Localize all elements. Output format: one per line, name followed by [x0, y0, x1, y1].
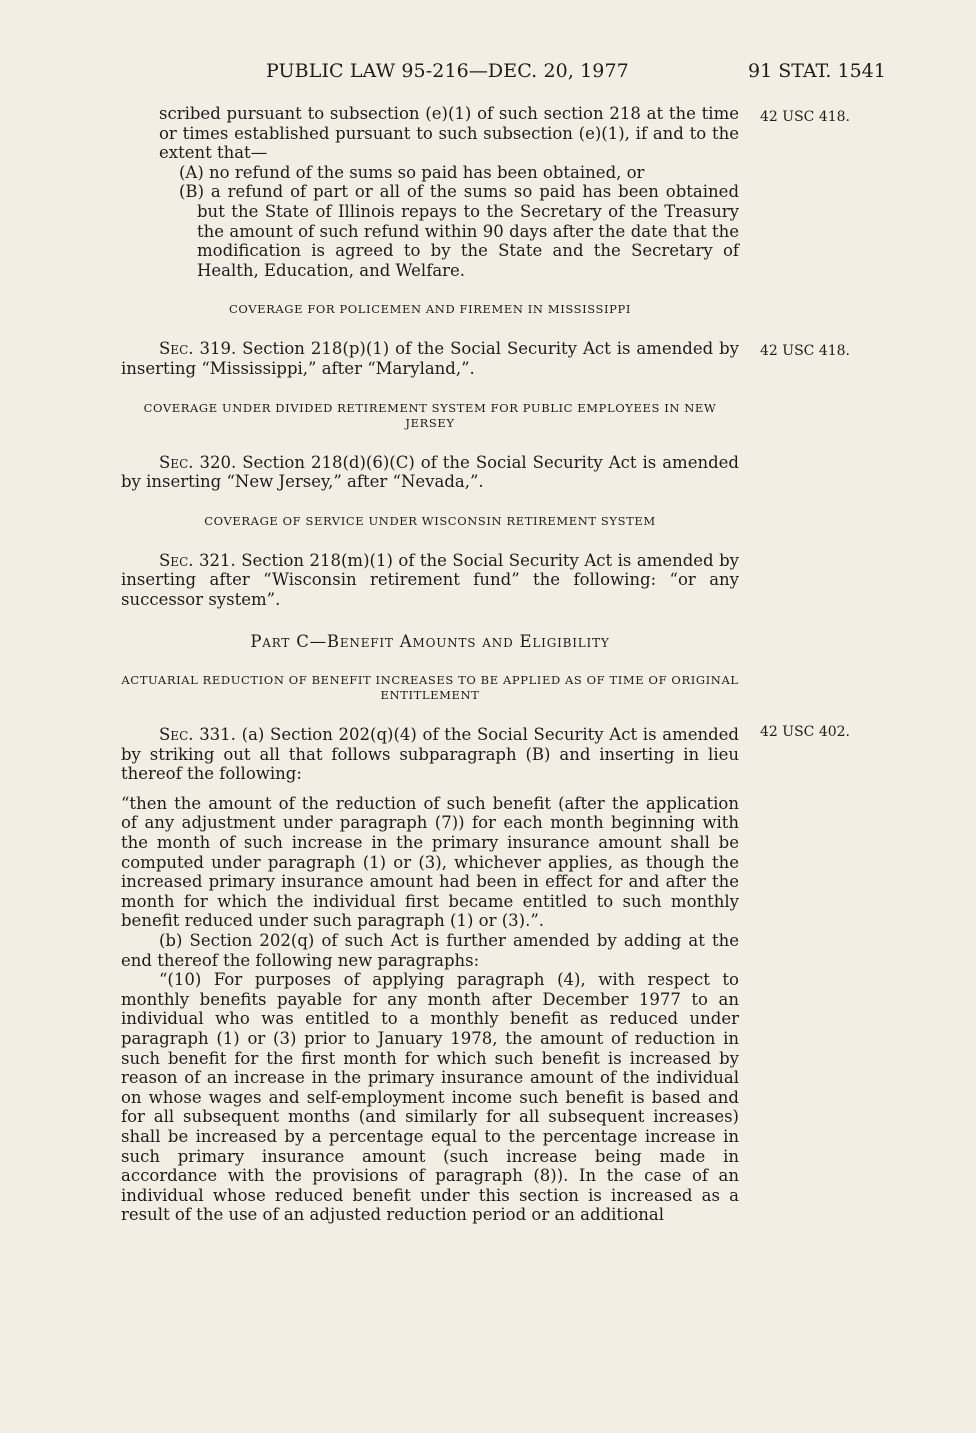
margin-citation: 42 USC 418.: [760, 343, 850, 359]
statute-page-number: 91 STAT. 1541: [748, 60, 886, 82]
subparagraph-a: (A) no refund of the sums so paid has been obtained, or: [179, 162, 645, 182]
section-text: Section 218(p)(1) of the Social Security Act is amended by inserting “Mississippi,” after “Maryland,”.: [121, 339, 739, 378]
section-heading: COVERAGE UNDER DIVIDED RETIREMENT SYSTEM FOR PUBLIC EMPLOYEES IN NEW JERSEY: [143, 400, 717, 430]
section-heading: COVERAGE OF SERVICE UNDER WISCONSIN RETIREMENT SYSTEM: [204, 513, 656, 528]
running-header-title: PUBLIC LAW 95-216—DEC. 20, 1977: [266, 60, 629, 82]
margin-citation: 42 USC 402.: [760, 724, 850, 740]
section-319: [121, 339, 739, 378]
continued-paragraph: scribed pursuant to subsection (e)(1) of such section 218 at the time or times established pursuant to such subsection (e)(1), if and to the extent that—: [159, 104, 739, 163]
body-text: [121, 104, 739, 1225]
section-text: Section 218(d)(6)(C) of the Social Security Act is amended by inserting “New Jersey,” after “Nevada,”.: [121, 452, 739, 492]
section-321: [121, 551, 739, 610]
section-label: Sec. 320.: [159, 452, 237, 472]
part-title: Part C—Benefit Amounts and Eligibility: [250, 631, 610, 651]
section-label: Sec. 321.: [159, 550, 236, 570]
section-320: [121, 453, 739, 492]
section-heading: ACTUARIAL REDUCTION OF BENEFIT INCREASES TO BE APPLIED AS OF TIME OF ORIGINAL ENTITLEMENT: [121, 673, 739, 703]
section-331-b: (b) Section 202(q) of such Act is further amended by adding at the end thereof the following new paragraphs:: [121, 931, 739, 970]
section-label: Sec. 319.: [159, 339, 237, 359]
section-label: Sec. 331.: [159, 725, 236, 745]
section-331-a: [121, 725, 739, 784]
section-text: (a) Section 202(q)(4) of the Social Security Act is amended by striking out all that follows subparagraph (B) and inserting in lieu thereof the following:: [121, 725, 739, 784]
section-text: Section 218(m)(1) of the Social Security Act is amended by inserting after “Wisconsin retirement fund” the following: “or any successor system”.: [121, 550, 739, 609]
new-paragraph-10: “(10) For purposes of applying paragraph (4), with respect to monthly benefits payable for any month after December 1977 to an individual who was entitled to a monthly benefit as reduced under paragraph (1) or (3) prior to January 1978, the amount of reduction in such benefit for the first month for which such benefit is increased by reason of an increase in the primary insurance amount of the individual on whose wages and self-employment income such benefit is based and for all subsequent months (and similarly for all subsequent increases) shall be increased by a percentage equal to the percentage increase in such primary insurance amount (such increase being made in accordance with the provisions of paragraph (8)). In the case of an individual whose reduced benefit under this section is increased as a result of the use of an adjusted reduction period or an additional: [121, 970, 739, 1225]
quoted-amendment: “then the amount of the reduction of such benefit (after the application of any adjustment under paragraph (7)) for each month beginning with the month of such increase in the primary insurance amount shall be computed under paragraph (1) or (3), whichever applies, as though the increased primary insurance amount had been in effect for and after the month for which the individual first became entitled to such monthly benefit reduced under such paragraph (1) or (3).”.: [121, 793, 739, 931]
section-heading: COVERAGE FOR POLICEMEN AND FIREMEN IN MISSISSIPPI: [229, 302, 631, 317]
subparagraph-b: (B) a refund of part or all of the sums so paid has been obtained but the State of Illinois repays to the Secretary of the Treasury the amount of such refund within 90 days after the date that the modification is agreed to by the State and the Secretary of Health, Education, and Welfare.: [179, 182, 739, 280]
margin-citation: 42 USC 418.: [760, 109, 850, 125]
